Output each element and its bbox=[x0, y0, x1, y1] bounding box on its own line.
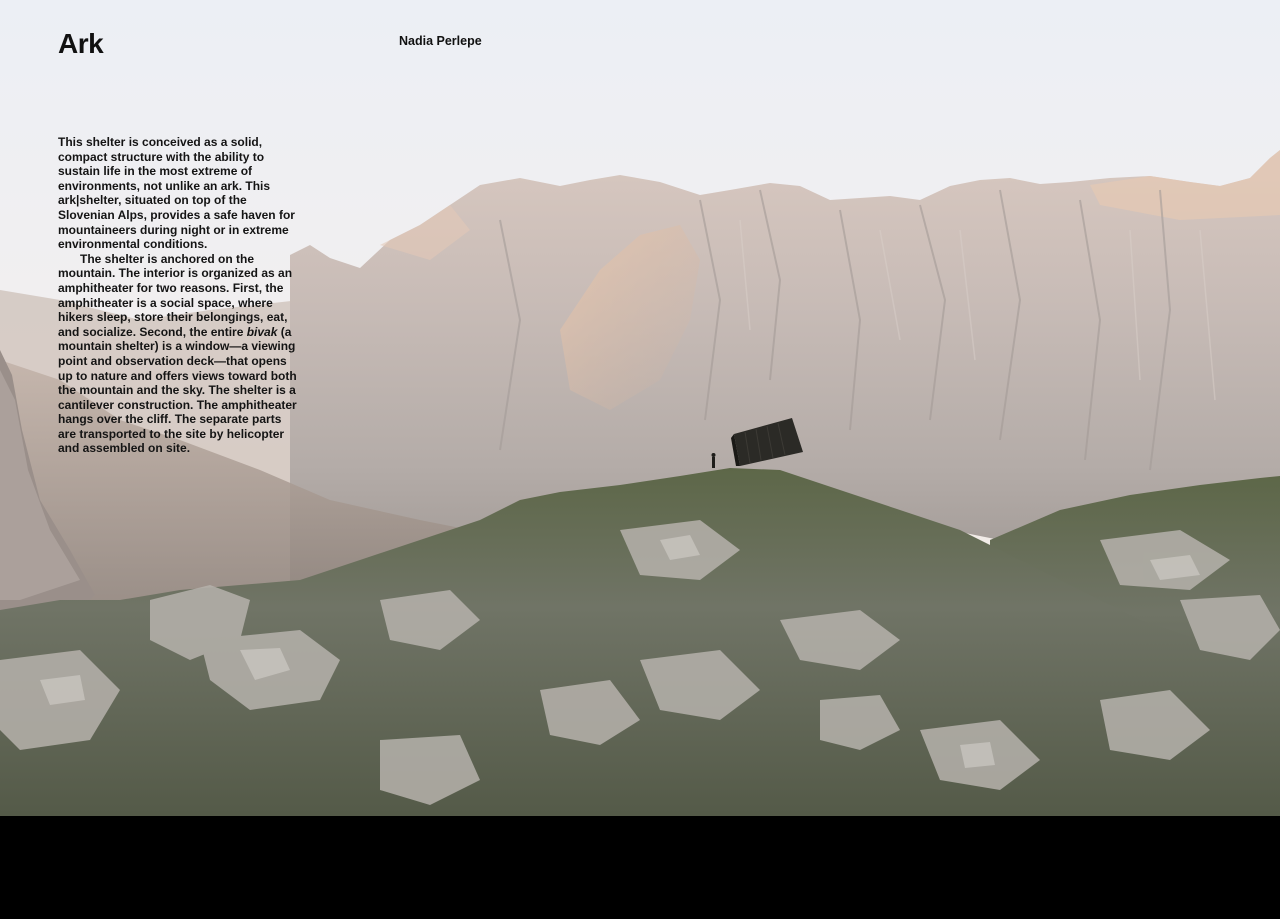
article-body bbox=[58, 135, 300, 456]
article-paragraph-1: This shelter is conceived as a solid, compact structure with the ability to sustain life in the most extreme of environments, not unlike an ark. This ark|shelter, situated on top of the Slovenian Alps, provides a safe haven for mountaineers during night or in extreme environmental conditions. bbox=[58, 135, 295, 252]
article-paragraph-2-end: (a mountain shelter) is a window—a viewing point and observation deck—that opens up to nature and offers views toward both the mountain and the sky. The shelter is a cantilever construction. The amphitheater hangs over the cliff. The separate parts are transported to the site by helicopter and assembled on site. bbox=[58, 324, 297, 456]
page-bottom-band bbox=[0, 816, 1280, 919]
page-title: Ark bbox=[58, 28, 104, 59]
hiker-silhouette bbox=[712, 453, 716, 468]
article-paragraph-2 bbox=[58, 252, 300, 456]
article-italic-term: bivak bbox=[246, 324, 278, 339]
author-name: Nadia Perlepe bbox=[399, 34, 482, 48]
article-paragraph-2-start: The shelter is anchored on the mountain. The interior is organized as an amphitheater for two reasons. First, the amphitheater is a social space, where hikers sleep, store their belongings, eat, and socialize. Second, the entire bbox=[58, 251, 293, 339]
